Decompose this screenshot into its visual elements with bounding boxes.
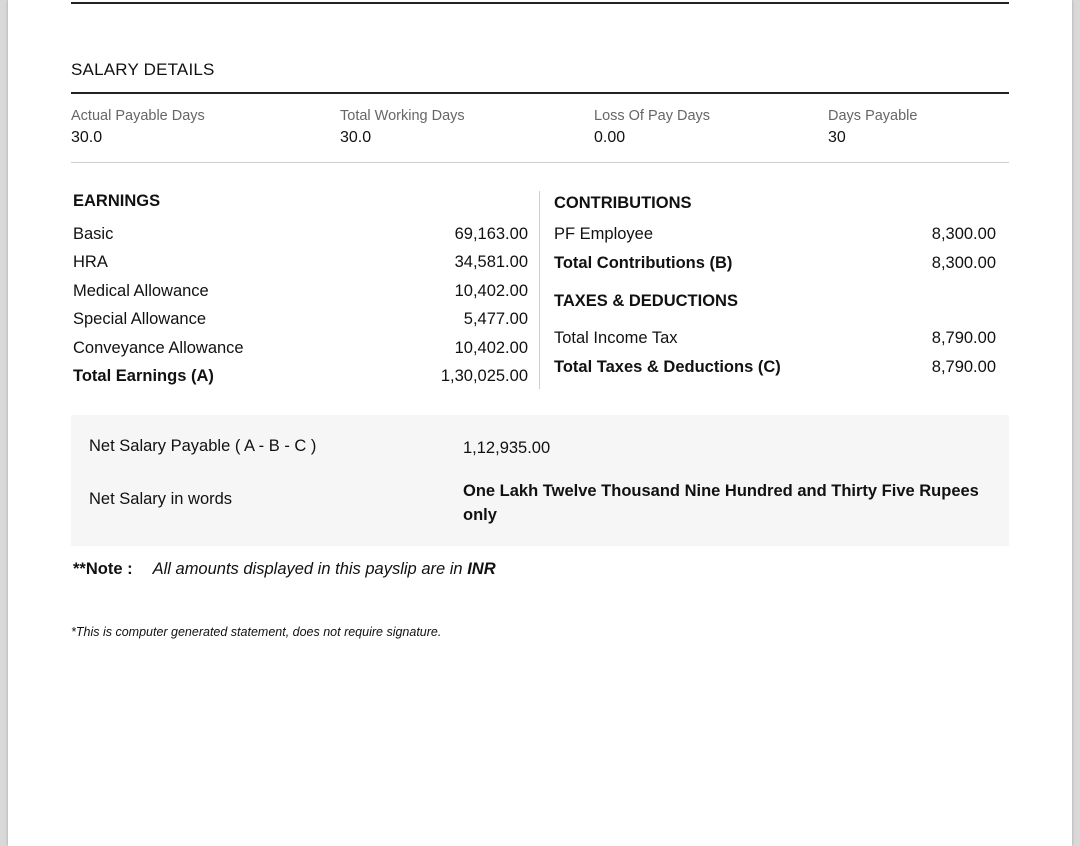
earnings-total-row [73,362,528,390]
payslip-page [8,0,1072,846]
earnings-row-special [73,305,528,333]
tax-row-income-tax [554,324,996,353]
earning-amount: 5,477.00 [463,310,528,329]
earning-label: Medical Allowance [73,281,209,300]
tax-label: Total Income Tax [554,329,678,347]
taxes-total-row [554,353,996,382]
actual-payable-days [71,107,205,149]
net-salary-box [71,415,1009,546]
day-value: 30 [828,129,846,146]
earning-label: Special Allowance [73,310,206,329]
total-earnings-label: Total Earnings (A) [73,366,214,385]
loss-of-pay-days [594,107,710,149]
total-contributions-amount: 8,300.00 [931,254,996,272]
day-label: Actual Payable Days [71,108,205,124]
day-value: 30.0 [340,129,372,146]
contribution-amount: 8,300.00 [931,225,996,243]
day-label: Total Working Days [340,108,465,124]
earnings-row-basic [73,220,528,248]
contributions-heading: CONTRIBUTIONS [554,194,692,212]
net-salary-words-value: One Lakh Twelve Thousand Nine Hundred and Thirty Five Rupees only [463,482,979,524]
total-earnings-amount: 1,30,025.00 [440,366,528,385]
contributions-total-row [554,249,996,278]
salary-details-title: SALARY DETAILS [71,60,215,79]
total-taxes-label: Total Taxes & Deductions (C) [554,358,781,376]
days-payable [828,107,917,149]
net-salary-payable-label: Net Salary Payable ( A - B - C ) [89,437,317,455]
total-contributions-label: Total Contributions (B) [554,254,733,272]
note-currency: INR [467,560,496,578]
total-working-days [340,107,465,149]
currency-note [73,560,496,579]
note-text: All amounts displayed in this payslip are in [152,560,463,578]
earnings-table [73,190,528,390]
earning-label: Conveyance Allowance [73,338,244,357]
earning-amount: 34,581.00 [454,253,528,272]
day-value: 0.00 [594,129,626,146]
day-label: Days Payable [828,108,918,124]
net-salary-words-label: Net Salary in words [89,490,233,508]
day-value: 30.0 [71,129,103,146]
days-summary [71,107,1009,149]
earning-amount: 10,402.00 [454,338,528,357]
net-salary-payable-value: 1,12,935.00 [463,439,551,457]
earning-amount: 10,402.00 [454,281,528,300]
signature-disclaimer: *This is computer generated statement, does not require signature. [71,625,442,639]
tax-amount: 8,790.00 [931,329,996,347]
contributions-and-taxes [554,192,996,382]
contribution-row-pf [554,220,996,249]
total-taxes-amount: 8,790.00 [931,358,996,376]
note-key: **Note : [73,560,133,578]
earnings-row-medical [73,277,528,305]
earnings-heading: EARNINGS [73,192,161,210]
column-divider [539,191,540,389]
days-divider [71,162,1009,163]
earnings-row-hra [73,248,528,276]
salary-details-divider [71,92,1009,94]
taxes-heading: TAXES & DEDUCTIONS [554,292,738,310]
contribution-label: PF Employee [554,225,654,243]
earning-label: Basic [73,225,114,243]
earning-amount: 69,163.00 [454,225,528,243]
earnings-row-conveyance [73,334,528,362]
top-divider [71,2,1009,4]
earning-label: HRA [73,253,108,272]
day-label: Loss Of Pay Days [594,108,711,124]
